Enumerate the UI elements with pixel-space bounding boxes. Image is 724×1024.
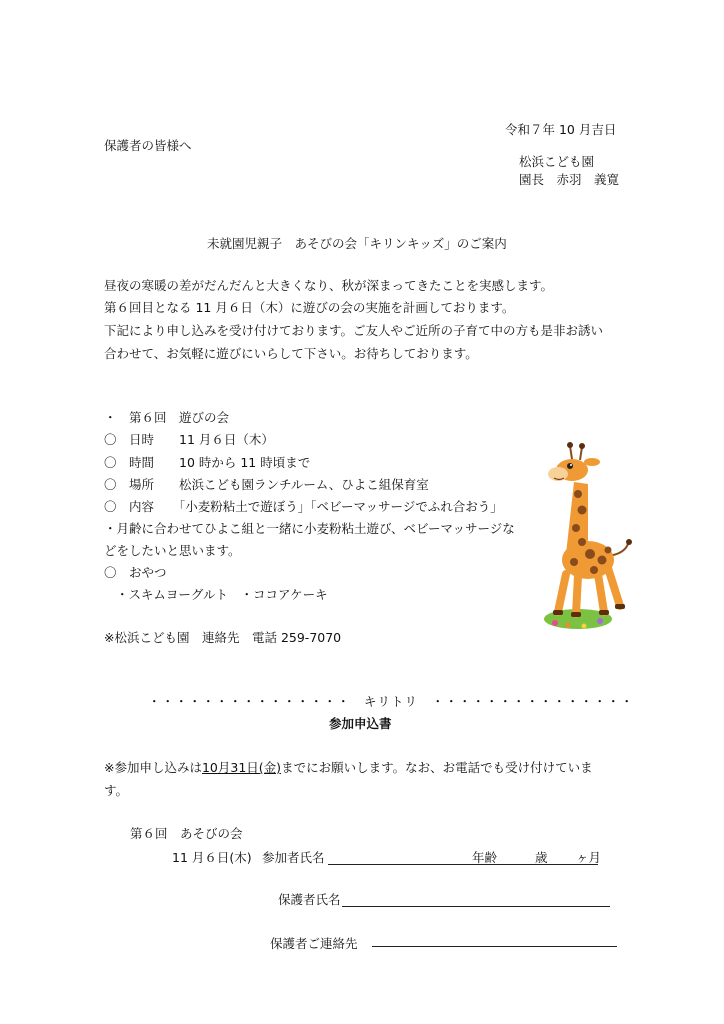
deadline-date: 10月31日(金) xyxy=(201,760,282,775)
giraffe-illustration xyxy=(528,436,640,636)
months-label: ヶ月 xyxy=(576,850,602,865)
contact-info: ※松浜こども園 連絡先 電話 259-7070 xyxy=(104,630,342,645)
issue-date: 令和７年 10 月吉日 xyxy=(505,122,617,137)
snack-label: 〇 おやつ xyxy=(104,565,167,580)
form-date: 11 月６日(木) xyxy=(172,850,252,865)
deadline-prefix: ※参加申し込みは xyxy=(104,760,202,775)
guardian-name-label: 保護者氏名 xyxy=(278,892,341,907)
director-name: 園長 赤羽 義寛 xyxy=(519,172,620,187)
event-name: ・ 第６回 遊びの会 xyxy=(104,410,230,425)
event-content: 〇 内容 「小麦粉粘土で遊ぼう」「ベビーマッサージでふれ合おう」 xyxy=(104,499,503,514)
event-date: 〇 日時 11 月６日（木） xyxy=(104,432,274,447)
cut-line: ・・・・・・・・・・・・・・・ キリトリ ・・・・・・・・・・・・・・・ xyxy=(148,694,635,709)
participant-name-field[interactable] xyxy=(328,864,598,865)
years-label: 歳 xyxy=(535,850,548,865)
guardian-contact-label: 保護者ご連絡先 xyxy=(270,936,358,951)
intro-line-1: 昼夜の寒暖の差がだんだんと大きくなり、秋が深まってきたことを実感します。 xyxy=(104,278,554,293)
document-title: 未就園児親子 あそびの会「キリンキッズ」のご案内 xyxy=(207,236,507,251)
snack-items: ・スキムヨーグルト ・ココアケーキ xyxy=(116,587,328,602)
deadline-line-2: す。 xyxy=(104,783,129,798)
intro-line-3: 下記により申し込みを受け付けております。ご友人やご近所の子育て中の方も是非お誘い xyxy=(104,323,604,338)
event-note-2: どをしたいと思います。 xyxy=(104,543,241,558)
guardian-contact-field[interactable] xyxy=(372,946,617,947)
recipient: 保護者の皆様へ xyxy=(104,138,192,153)
form-heading: 参加申込書 xyxy=(329,716,392,731)
form-session: 第６回 あそびの会 xyxy=(130,826,243,841)
deadline-line-1 xyxy=(104,760,593,775)
event-place: 〇 場所 松浜こども園ランチルーム、ひよこ組保育室 xyxy=(104,477,429,492)
deadline-suffix: までにお願いします。なお、お電話でも受け付けていま xyxy=(281,760,593,775)
event-time: 〇 時間 10 時から 11 時頃まで xyxy=(104,455,311,470)
intro-line-2: 第６回目となる 11 月６日（木）に遊びの会の実施を計画しております。 xyxy=(104,300,515,315)
event-note-1: ・月齢に合わせてひよこ組と一緒に小麦粉粘土遊び、ベビーマッサージな xyxy=(104,521,515,536)
organization-name: 松浜こども園 xyxy=(519,154,595,169)
intro-line-4: 合わせて、お気軽に遊びにいらして下さい。お待ちしております。 xyxy=(104,346,478,361)
age-label: 年齢 xyxy=(472,850,498,865)
participant-name-label: 参加者氏名 xyxy=(262,850,325,865)
guardian-name-field[interactable] xyxy=(342,906,610,907)
